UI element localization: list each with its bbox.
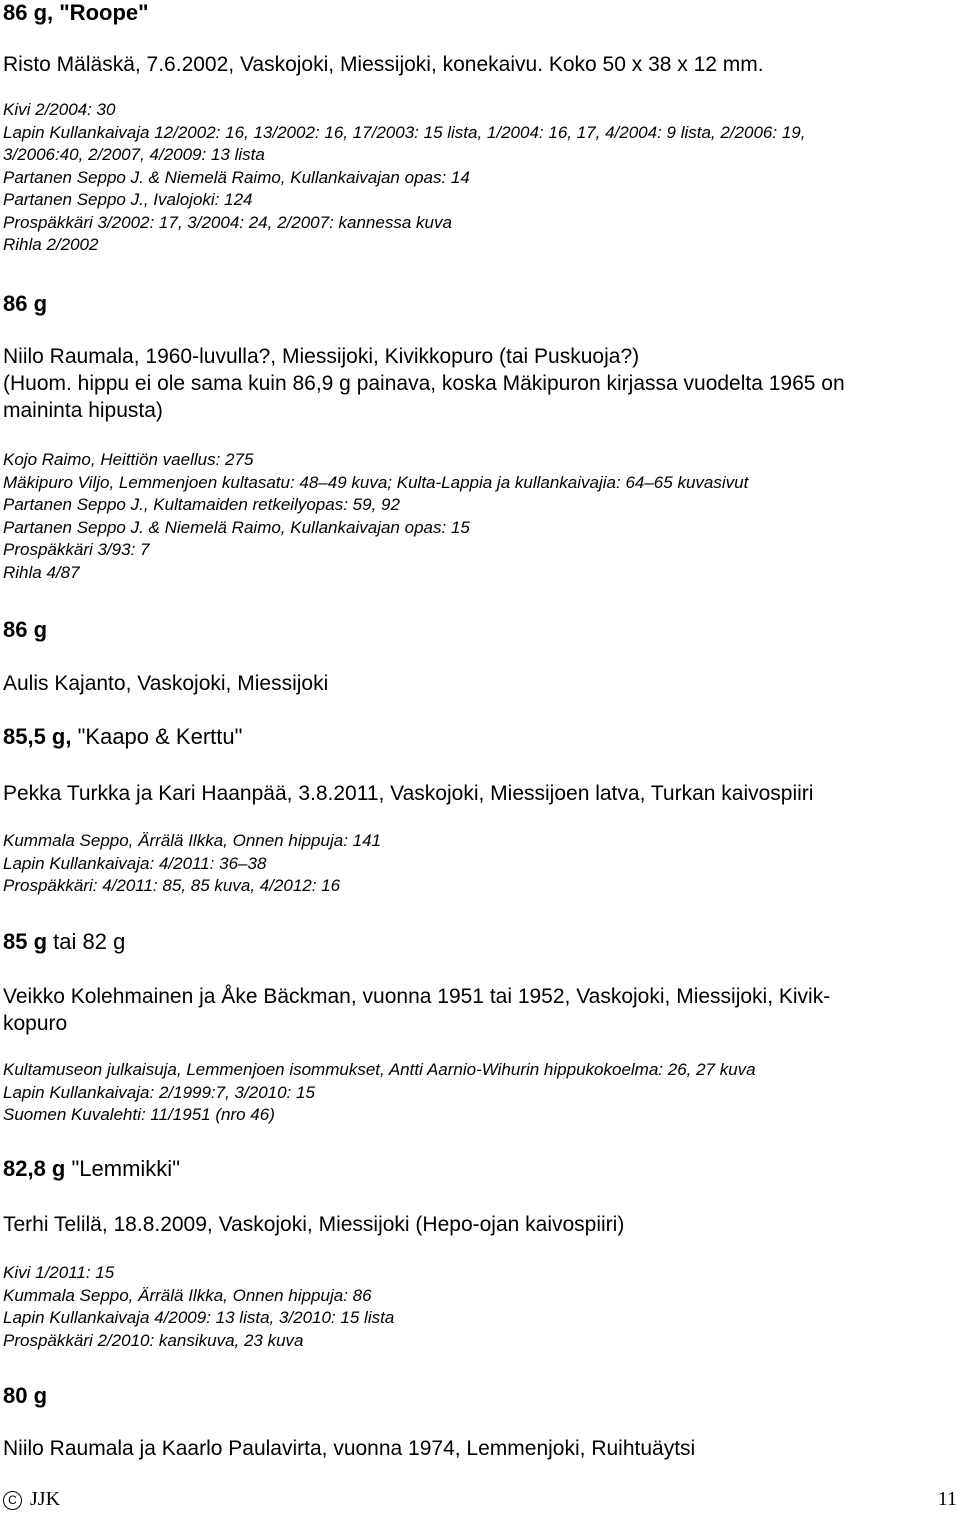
entry-finder xyxy=(3,780,960,807)
entry-weight: 80 g xyxy=(3,1383,48,1408)
entry-finder xyxy=(3,983,960,1037)
page-number: 11 xyxy=(937,1488,957,1510)
entry-finder xyxy=(3,1435,960,1462)
finder-line: Risto Mäläskä, 7.6.2002, Vaskojoki, Miessijoki, konekaivu. Koko 50 x 38 x 12 mm. xyxy=(3,53,764,76)
entry-finder xyxy=(3,670,960,697)
reference-line: Rihla 4/87 xyxy=(3,562,80,582)
finder-line: (Huom. hippu ei ole sama kuin 86,9 g painava, koska Mäkipuron kirjassa vuodelta 1965 on xyxy=(3,372,845,395)
copyright-icon: C xyxy=(3,1491,22,1510)
reference-line: Partanen Seppo J. & Niemelä Raimo, Kullankaivajan opas: 14 xyxy=(3,167,470,187)
reference-line: Suomen Kuvalehti: 11/1951 (nro 46) xyxy=(3,1105,275,1124)
finder-line: Veikko Kolehmainen ja Åke Bäckman, vuonna 1951 tai 1952, Vaskojoki, Miessijoki, Kivik- xyxy=(3,985,831,1008)
entry-references xyxy=(3,449,960,584)
finder-line: Niilo Raumala ja Kaarlo Paulavirta, vuonna 1974, Lemmenjoki, Ruihtuäytsi xyxy=(3,1437,696,1460)
entry-references xyxy=(3,1059,960,1127)
entry-weight: 86 g xyxy=(3,617,48,642)
entry-name: tai 82 g xyxy=(47,929,126,954)
finder-line: Niilo Raumala, 1960-luvulla?, Miessijoki, Kivikkopuro (tai Puskuoja?) xyxy=(3,345,640,368)
reference-line: Prospäkkäri 3/93: 7 xyxy=(3,540,150,559)
reference-line: Kummala Seppo, Ärrälä Ilkka, Onnen hippuja: 86 xyxy=(3,1285,372,1305)
entry-finder xyxy=(3,1211,960,1238)
finder-line: Pekka Turkka ja Kari Haanpää, 3.8.2011, Vaskojoki, Miessijoen latva, Turkan kaivospiiri xyxy=(3,782,814,805)
author-initials: JJK xyxy=(30,1488,61,1510)
entry-weight: 86 g xyxy=(3,0,48,25)
entry-name: "Lemmikki" xyxy=(65,1156,181,1181)
finder-line: maininta hipusta) xyxy=(3,399,163,422)
entry-heading xyxy=(3,0,960,26)
reference-line: Kojo Raimo, Heittiön vaellus: 275 xyxy=(3,450,254,469)
reference-line: Kummala Seppo, Ärrälä Ilkka, Onnen hippuja: 141 xyxy=(3,831,382,850)
entry-heading xyxy=(3,291,960,317)
entry-weight: 82,8 g xyxy=(3,1156,66,1181)
reference-line: Lapin Kullankaivaja 12/2002: 16, 13/2002: 16, 17/2003: 15 lista, 1/2004: 16, 17, 4/2004: 9 lista, 2/2006: 19, xyxy=(3,122,806,142)
reference-line: Kivi 1/2011: 15 xyxy=(3,1263,115,1282)
reference-line: Rihla 2/2002 xyxy=(3,235,99,254)
entry-weight: 85,5 g, xyxy=(3,724,72,749)
entry-name: "Kaapo & Kerttu" xyxy=(71,724,243,749)
reference-line: Lapin Kullankaivaja: 2/1999:7, 3/2010: 15 xyxy=(3,1082,315,1102)
reference-line: Partanen Seppo J. & Niemelä Raimo, Kullankaivajan opas: 15 xyxy=(3,517,470,537)
finder-line: Terhi Telilä, 18.8.2009, Vaskojoki, Miessijoki (Hepo-ojan kaivospiiri) xyxy=(3,1213,625,1236)
entry-weight: 86 g xyxy=(3,291,48,316)
reference-line: Kultamuseon julkaisuja, Lemmenjoen isommukset, Antti Aarnio-Wihurin hippukokoelma: 26, 27 kuva xyxy=(3,1060,756,1079)
entry-heading xyxy=(3,1383,960,1409)
entry-finder xyxy=(3,343,960,424)
reference-line: Mäkipuro Viljo, Lemmenjoen kultasatu: 48–49 kuva; Kulta-Lappia ja kullankaivajia: 64–65 kuvasivut xyxy=(3,472,749,492)
entry-references xyxy=(3,99,960,257)
reference-line: Lapin Kullankaivaja 4/2009: 13 lista, 3/2010: 15 lista xyxy=(3,1308,395,1327)
entry-heading xyxy=(3,724,960,750)
reference-line: Partanen Seppo J., Ivalojoki: 124 xyxy=(3,190,253,209)
footer-author xyxy=(3,1488,60,1511)
reference-line: Lapin Kullankaivaja: 4/2011: 36–38 xyxy=(3,853,267,873)
entry-heading xyxy=(3,617,960,643)
reference-line: Kivi 2/2004: 30 xyxy=(3,100,116,119)
finder-line: kopuro xyxy=(3,1012,68,1035)
entry-weight: 85 g xyxy=(3,929,48,954)
finder-line: Aulis Kajanto, Vaskojoki, Miessijoki xyxy=(3,672,329,695)
reference-line: Prospäkkäri 2/2010: kansikuva, 23 kuva xyxy=(3,1330,304,1350)
entry-heading xyxy=(3,1156,960,1182)
entry-references xyxy=(3,830,960,898)
entry-heading xyxy=(3,929,960,955)
reference-line: Prospäkkäri: 4/2011: 85, 85 kuva, 4/2012: 16 xyxy=(3,876,341,895)
reference-line: 3/2006:40, 2/2007, 4/2009: 13 lista xyxy=(3,145,265,164)
reference-line: Prospäkkäri 3/2002: 17, 3/2004: 24, 2/2007: kannessa kuva xyxy=(3,212,452,232)
entry-finder xyxy=(3,51,960,78)
page-footer xyxy=(3,1488,957,1514)
entry-name: , "Roope" xyxy=(47,0,149,25)
reference-line: Partanen Seppo J., Kultamaiden retkeilyopas: 59, 92 xyxy=(3,495,400,514)
entry-references xyxy=(3,1262,960,1352)
